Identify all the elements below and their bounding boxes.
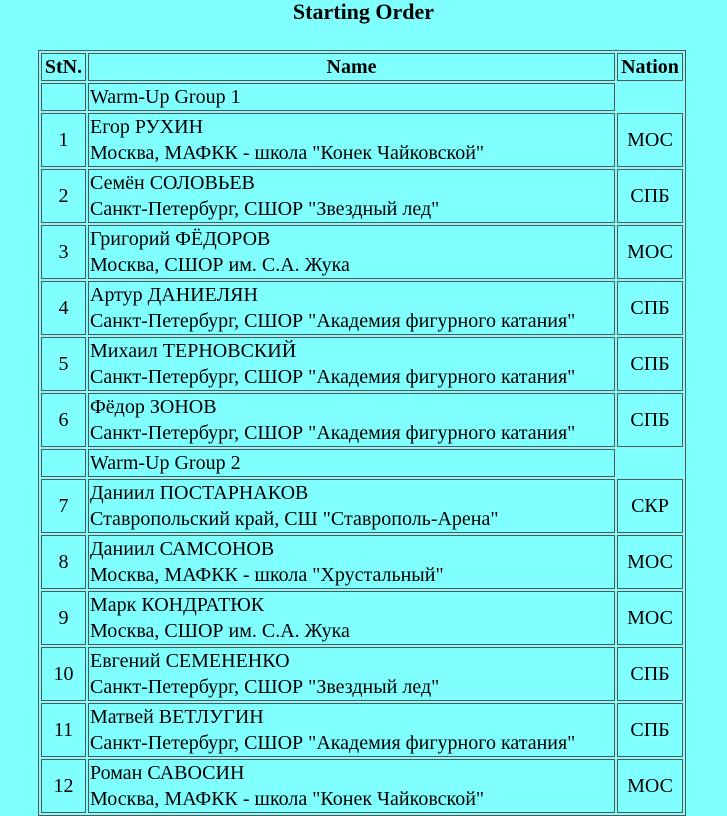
skater-name-cell <box>88 591 615 645</box>
skater-club: Санкт-Петербург, СШОР "Академия фигурного катания" <box>90 422 576 444</box>
start-number: 7 <box>41 479 86 533</box>
skater-nation: МОС <box>617 113 683 167</box>
skater-name: Григорий ФЁДОРОВ <box>90 228 271 250</box>
skater-row <box>41 647 683 701</box>
skater-name-cell <box>88 337 615 391</box>
group-nation-cell <box>617 449 683 477</box>
start-number: 2 <box>41 169 86 223</box>
start-number: 5 <box>41 337 86 391</box>
header-name: Name <box>88 53 615 81</box>
skater-nation: МОС <box>617 535 683 589</box>
skater-name: Фёдор ЗОНОВ <box>90 396 217 418</box>
skater-name: Михаил ТЕРНОВСКИЙ <box>90 340 297 362</box>
skater-name-cell <box>88 535 615 589</box>
group-nation-cell <box>617 83 683 111</box>
start-number: 3 <box>41 225 86 279</box>
start-number: 1 <box>41 113 86 167</box>
skater-name: Егор РУХИН <box>90 116 204 138</box>
skater-name: Матвей ВЕТЛУГИН <box>90 706 264 728</box>
skater-club: Санкт-Петербург, СШОР "Звездный лед" <box>90 676 440 698</box>
skater-name: Роман САВОСИН <box>90 762 245 784</box>
start-number: 8 <box>41 535 86 589</box>
skater-nation: СПБ <box>617 337 683 391</box>
skater-nation: СПБ <box>617 281 683 335</box>
skater-name-cell <box>88 225 615 279</box>
skater-row <box>41 535 683 589</box>
skater-nation: МОС <box>617 759 683 813</box>
skater-club: Москва, МАФКК - школа "Конек Чайковской" <box>90 788 485 810</box>
skater-name-cell <box>88 113 615 167</box>
skater-club: Москва, МАФКК - школа "Хрустальный" <box>90 564 444 586</box>
skater-nation: СПБ <box>617 703 683 757</box>
warm-up-group-row <box>41 83 683 111</box>
skater-club: Санкт-Петербург, СШОР "Академия фигурного катания" <box>90 732 576 754</box>
skater-club: Москва, СШОР им. С.А. Жука <box>90 620 350 642</box>
skater-nation: СПБ <box>617 647 683 701</box>
skater-club: Ставропольский край, СШ "Ставрополь-Арена" <box>90 508 499 530</box>
skater-row <box>41 113 683 167</box>
skater-nation: СПБ <box>617 393 683 447</box>
starting-order-table <box>38 50 686 816</box>
skater-row <box>41 591 683 645</box>
warm-up-group-row <box>41 449 683 477</box>
header-nation: Nation <box>617 53 683 81</box>
skater-club: Москва, СШОР им. С.А. Жука <box>90 254 350 276</box>
skater-nation: СКР <box>617 479 683 533</box>
skater-name-cell <box>88 169 615 223</box>
skater-name: Семён СОЛОВЬЕВ <box>90 172 255 194</box>
skater-club: Санкт-Петербург, СШОР "Звездный лед" <box>90 198 440 220</box>
start-number: 11 <box>41 703 86 757</box>
skater-name-cell <box>88 393 615 447</box>
skater-row <box>41 703 683 757</box>
start-number: 9 <box>41 591 86 645</box>
skater-name: Евгений СЕМЕНЕНКО <box>90 650 290 672</box>
start-number: 4 <box>41 281 86 335</box>
skater-row <box>41 393 683 447</box>
header-start-number: StN. <box>41 53 86 81</box>
group-number-cell <box>41 449 86 477</box>
start-number: 12 <box>41 759 86 813</box>
skater-row <box>41 479 683 533</box>
skater-name: Марк КОНДРАТЮК <box>90 594 265 616</box>
skater-row <box>41 281 683 335</box>
skater-name-cell <box>88 281 615 335</box>
starting-order-body <box>41 83 683 813</box>
skater-name-cell <box>88 479 615 533</box>
skater-row <box>41 337 683 391</box>
skater-name-cell <box>88 647 615 701</box>
skater-nation: МОС <box>617 225 683 279</box>
skater-nation: СПБ <box>617 169 683 223</box>
warm-up-group-label: Warm-Up Group 2 <box>88 449 615 477</box>
skater-row <box>41 759 683 813</box>
group-number-cell <box>41 83 86 111</box>
skater-name: Даниил ПОСТАРНАКОВ <box>90 482 309 504</box>
skater-row <box>41 169 683 223</box>
warm-up-group-label: Warm-Up Group 1 <box>88 83 615 111</box>
start-number: 6 <box>41 393 86 447</box>
skater-row <box>41 225 683 279</box>
skater-name-cell <box>88 703 615 757</box>
start-number: 10 <box>41 647 86 701</box>
skater-club: Москва, МАФКК - школа "Конек Чайковской" <box>90 142 485 164</box>
skater-nation: МОС <box>617 591 683 645</box>
skater-club: Санкт-Петербург, СШОР "Академия фигурного катания" <box>90 366 576 388</box>
skater-club: Санкт-Петербург, СШОР "Академия фигурного катания" <box>90 310 576 332</box>
skater-name: Артур ДАНИЕЛЯН <box>90 284 258 306</box>
header-row <box>41 53 683 81</box>
page-title: Starting Order <box>292 0 435 24</box>
skater-name: Даниил САМСОНОВ <box>90 538 275 560</box>
skater-name-cell <box>88 759 615 813</box>
